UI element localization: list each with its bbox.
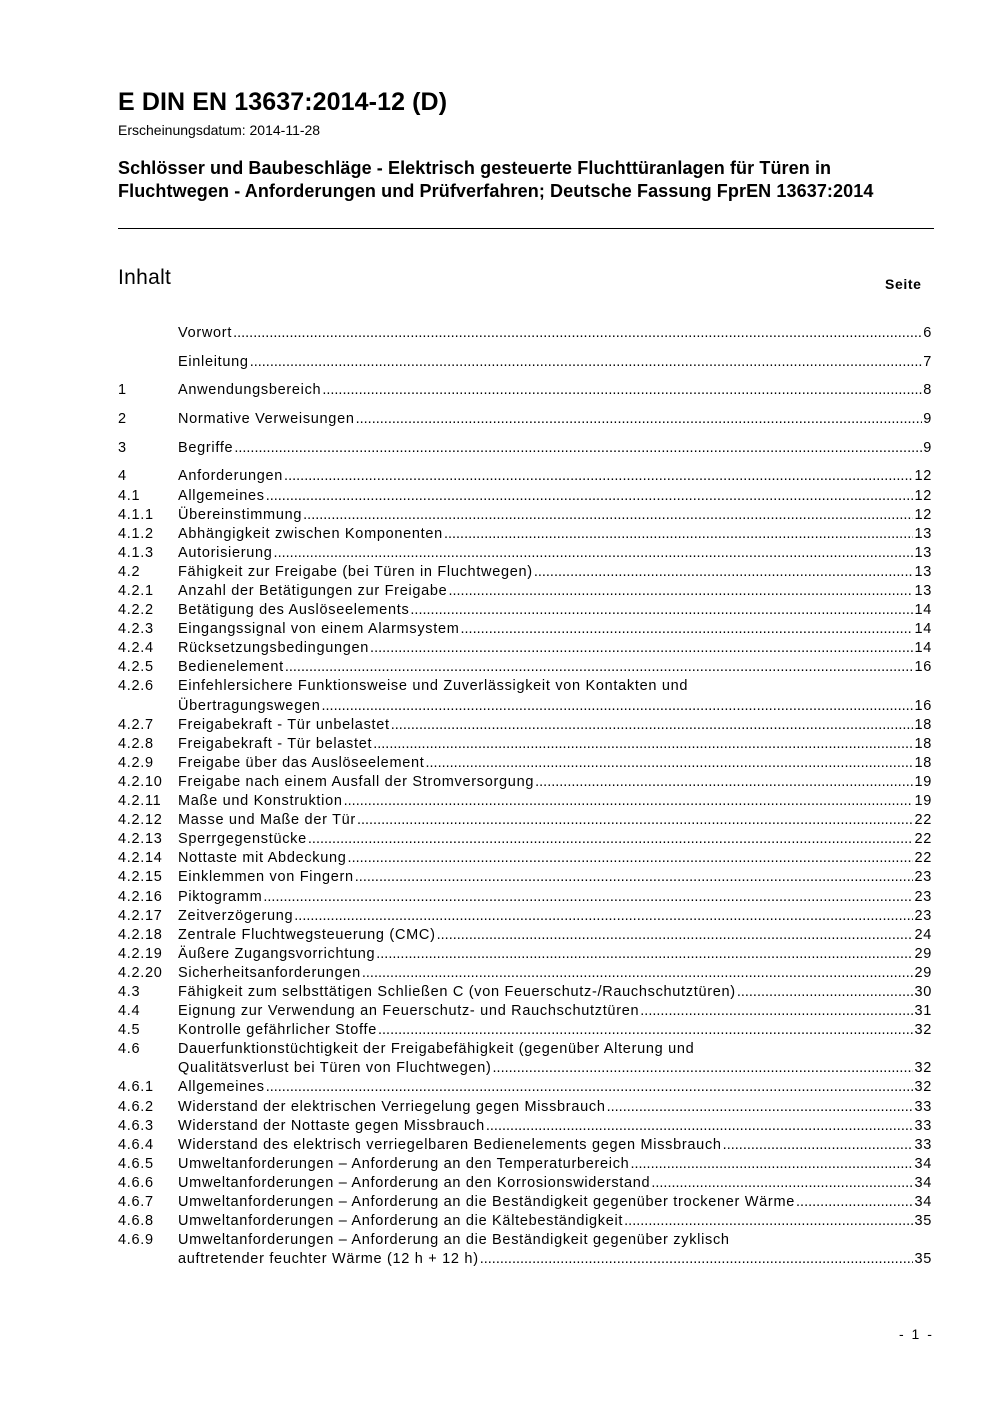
toc-entry[interactable] [118, 1021, 932, 1040]
toc-entry-number: 4.4 [118, 1003, 141, 1020]
toc-entry-title: Freigabekraft - Tür unbelastet [178, 716, 390, 733]
toc-entry-page: 24 [914, 926, 932, 943]
toc-entry-page: 34 [914, 1174, 932, 1191]
toc-entry[interactable] [118, 658, 932, 677]
toc-entry-page: 29 [914, 964, 932, 981]
toc-dot-leader [322, 381, 922, 400]
toc-dot-leader [370, 639, 913, 658]
toc-entry-title: Umweltanforderungen – Anforderung an die Beständigkeit gegenüber zyklisch [178, 1232, 730, 1249]
toc-entry-number: 3 [118, 439, 127, 456]
toc-entry-title: Masse und Maße der Tür [178, 812, 356, 829]
toc-entry[interactable] [118, 563, 932, 582]
toc-entry-number: 4.2 [118, 563, 141, 580]
toc-entry[interactable] [118, 926, 932, 945]
toc-entry-page: 13 [914, 525, 932, 542]
table-of-contents [118, 324, 932, 1269]
toc-entry[interactable] [118, 907, 932, 926]
toc-entry-page: 18 [914, 735, 932, 752]
toc-entry-number: 4.2.6 [118, 678, 154, 695]
toc-dot-leader [444, 525, 914, 544]
toc-entry-page: 35 [914, 1251, 932, 1268]
toc-entry-number: 4.6.2 [118, 1098, 154, 1115]
toc-entry-title: Anwendungsbereich [178, 382, 322, 399]
toc-entry-page: 16 [914, 659, 932, 676]
toc-dot-leader [303, 506, 913, 525]
toc-entry-title: Äußere Zugangsvorrichtung [178, 945, 376, 962]
toc-entry-page: 23 [914, 869, 932, 886]
toc-entry-page: 12 [914, 487, 932, 504]
title-divider [118, 228, 934, 229]
toc-entry-title: Einklemmen von Fingern [178, 869, 354, 886]
toc-entry-title: Allgemeines [178, 1079, 265, 1096]
toc-entry-title: Zeitverzögerung [178, 907, 294, 924]
toc-entry-title: Kontrolle gefährlicher Stoffe [178, 1022, 377, 1039]
toc-entry[interactable] [118, 620, 932, 639]
toc-dot-leader [493, 1059, 914, 1078]
toc-dot-leader [362, 964, 914, 983]
toc-entry-title: Fähigkeit zum selbsttätigen Schließen C (von Feuerschutz-/Rauchschutztüren) [178, 983, 736, 1000]
toc-entry-number: 4.2.12 [118, 812, 163, 829]
toc-entry-number: 4.6.8 [118, 1213, 154, 1230]
toc-entry-title: Abhängigkeit zwischen Komponenten [178, 525, 443, 542]
toc-entry-title: Umweltanforderungen – Anforderung an den Korrosionswiderstand [178, 1174, 651, 1191]
toc-entry-number: 4.2.14 [118, 850, 163, 867]
toc-dot-leader [410, 601, 913, 620]
toc-entry-number: 4.6.1 [118, 1079, 154, 1096]
toc-entry-number: 1 [118, 382, 127, 399]
toc-entry-page: 30 [914, 983, 932, 1000]
toc-entry-title: Übertragungswegen [178, 697, 321, 714]
toc-entry-title: Eignung zur Verwendung an Feuerschutz- und Rauchschutztüren [178, 1003, 640, 1020]
toc-entry-number: 4.2.20 [118, 964, 163, 981]
toc-entry-title: Qualitätsverlust bei Türen von Fluchtwegen) [178, 1060, 492, 1077]
toc-entry-title: Eingangssignal von einem Alarmsystem [178, 621, 460, 638]
toc-entry-title: Allgemeines [178, 487, 265, 504]
toc-dot-leader [356, 410, 923, 429]
toc-entry[interactable] [118, 582, 932, 601]
toc-dot-leader [630, 1155, 913, 1174]
toc-entry-page: 13 [914, 563, 932, 580]
toc-entry-page: 14 [914, 640, 932, 657]
toc-entry-page: 31 [914, 1003, 932, 1020]
toc-dot-leader [355, 868, 914, 887]
toc-entry[interactable] [118, 439, 932, 458]
toc-entry-title: Freigabe über das Auslöseelement [178, 754, 425, 771]
toc-entry-number: 4.2.7 [118, 716, 154, 733]
toc-entry-page: 18 [914, 754, 932, 771]
toc-entry-number: 4.1.2 [118, 525, 154, 542]
toc-entry-title: Widerstand der Nottaste gegen Missbrauch [178, 1117, 485, 1134]
toc-entry[interactable] [118, 677, 932, 715]
toc-entry-number: 4.2.19 [118, 945, 163, 962]
toc-dot-leader [234, 439, 922, 458]
toc-dot-leader [376, 945, 913, 964]
toc-entry-page: 32 [914, 1079, 932, 1096]
toc-dot-leader [357, 811, 914, 830]
toc-entry-number: 4.2.18 [118, 926, 163, 943]
toc-dot-leader [250, 353, 923, 372]
document-subject: Schlösser und Baubeschläge - Elektrisch gesteuerte Fluchttüranlagen für Türen in Fluchtwegen - Anforderungen und Prüfverfahren; Deutsche Fassung FprEN 13637:2014 [118, 158, 874, 201]
toc-dot-leader [285, 658, 914, 677]
toc-entry-title: Betätigung des Auslöseelements [178, 602, 410, 619]
toc-entry-title: Sicherheitsanforderungen [178, 964, 361, 981]
toc-entry[interactable] [118, 506, 932, 525]
toc-entry-number: 4.2.1 [118, 583, 154, 599]
toc-entry-page: 34 [914, 1194, 932, 1210]
toc-entry-page: 32 [914, 1022, 932, 1039]
toc-entry[interactable] [118, 849, 932, 868]
toc-entry-page: 13 [914, 544, 932, 561]
toc-dot-leader [266, 487, 914, 506]
toc-entry[interactable] [118, 544, 932, 563]
toc-dot-leader [737, 983, 914, 1002]
document-title: E DIN EN 13637:2014-12 (D) [118, 88, 448, 116]
toc-entry-number: 4.6.7 [118, 1194, 154, 1210]
toc-entry[interactable] [118, 1212, 932, 1231]
toc-entry[interactable] [118, 945, 932, 964]
toc-entry-number: 4.6.4 [118, 1136, 154, 1153]
toc-entry-title: Zentrale Fluchtwegsteuerung (CMC) [178, 926, 436, 943]
toc-entry[interactable] [118, 1078, 932, 1097]
toc-entry-number: 4.2.9 [118, 754, 154, 771]
toc-entry[interactable] [118, 467, 932, 486]
toc-entry-title: Bedienelement [178, 659, 284, 676]
toc-dot-leader [624, 1212, 913, 1231]
toc-entry-page: 14 [914, 621, 932, 638]
toc-entry[interactable] [118, 1117, 932, 1136]
page-number-footer: - 1 - [899, 1326, 934, 1342]
toc-entry[interactable] [118, 811, 932, 830]
toc-dot-leader [535, 773, 913, 792]
toc-entry-page: 9 [923, 439, 932, 456]
toc-entry[interactable] [118, 754, 932, 773]
toc-entry[interactable] [118, 1136, 932, 1155]
toc-entry-page: 19 [914, 793, 932, 810]
toc-entry-page: 33 [914, 1136, 932, 1153]
toc-entry-number: 4.2.13 [118, 831, 163, 848]
toc-entry[interactable] [118, 716, 932, 735]
toc-entry[interactable] [118, 525, 932, 544]
toc-entry-number: 2 [118, 411, 127, 428]
toc-entry-number: 4.2.10 [118, 773, 163, 790]
toc-dot-leader [723, 1136, 914, 1155]
toc-dot-leader [640, 1002, 913, 1021]
toc-entry-title: Widerstand der elektrischen Verriegelung gegen Missbrauch [178, 1098, 606, 1115]
toc-heading: Inhalt [118, 266, 172, 289]
toc-entry[interactable] [118, 324, 932, 343]
toc-entry-page: 34 [914, 1155, 932, 1172]
toc-entry-page: 18 [914, 716, 932, 733]
toc-entry-number: 4.6.6 [118, 1174, 154, 1191]
toc-dot-leader [263, 888, 913, 907]
toc-entry-title: Anforderungen [178, 468, 284, 485]
toc-entry-title: Freigabekraft - Tür belastet [178, 735, 373, 752]
toc-entry-title: Umweltanforderungen – Anforderung an die Beständigkeit gegenüber trockener Wärme [178, 1194, 796, 1210]
toc-entry[interactable] [118, 983, 932, 1002]
toc-entry[interactable] [118, 1002, 932, 1021]
toc-entry-title: Begriffe [178, 439, 234, 456]
toc-entry[interactable] [118, 639, 932, 658]
toc-entry[interactable] [118, 487, 932, 506]
toc-dot-leader [373, 735, 913, 754]
toc-entry-title: Umweltanforderungen – Anforderung an den Temperaturbereich [178, 1155, 630, 1172]
toc-dot-leader [348, 849, 914, 868]
toc-entry-title: Piktogramm [178, 888, 263, 905]
toc-dot-leader [391, 716, 914, 735]
toc-dot-leader [294, 907, 913, 926]
toc-entry-title: auftretender feuchter Wärme (12 h + 12 h) [178, 1251, 479, 1268]
toc-entry-page: 33 [914, 1098, 932, 1115]
toc-entry-page: 29 [914, 945, 932, 962]
toc-entry-number: 4.6.3 [118, 1117, 154, 1134]
toc-entry[interactable] [118, 964, 932, 983]
toc-entry-page: 19 [914, 773, 932, 790]
toc-entry-page: 33 [914, 1117, 932, 1134]
toc-dot-leader [796, 1193, 913, 1212]
toc-dot-leader [534, 563, 914, 582]
toc-entry-title: Sperrgegenstücke [178, 831, 307, 848]
toc-entry[interactable] [118, 381, 932, 400]
toc-entry-page: 7 [923, 353, 932, 370]
toc-entry-page: 12 [914, 468, 932, 485]
toc-entry[interactable] [118, 601, 932, 620]
toc-dot-leader [425, 754, 913, 773]
toc-entry-page: 14 [914, 602, 932, 619]
toc-dot-leader [274, 544, 914, 563]
toc-entry[interactable] [118, 1231, 932, 1269]
toc-entry[interactable] [118, 830, 932, 849]
toc-entry[interactable] [118, 888, 932, 907]
toc-entry-page: 12 [914, 506, 932, 523]
toc-entry-title: Maße und Konstruktion [178, 793, 343, 810]
toc-entry-title: Fähigkeit zur Freigabe (bei Türen in Fluchtwegen) [178, 563, 533, 580]
toc-entry-number: 4.2.8 [118, 735, 154, 752]
toc-entry-title: Anzahl der Betätigungen zur Freigabe [178, 583, 448, 599]
toc-entry-number: 4.6.5 [118, 1155, 154, 1172]
toc-entry-title: Rücksetzungsbedingungen [178, 640, 370, 657]
toc-entry-title: Nottaste mit Abdeckung [178, 850, 347, 867]
toc-entry[interactable] [118, 1193, 932, 1212]
toc-entry-page: 9 [923, 411, 932, 428]
toc-entry[interactable] [118, 735, 932, 754]
toc-entry-number: 4.2.15 [118, 869, 163, 886]
toc-entry[interactable] [118, 1155, 932, 1174]
toc-entry-title: Widerstand des elektrisch verriegelbaren Bedienelements gegen Missbrauch [178, 1136, 722, 1153]
toc-entry-page: 16 [914, 697, 932, 714]
toc-entry[interactable] [118, 1174, 932, 1193]
toc-entry-title: Dauerfunktionstüchtigkeit der Freigabefähigkeit (gegenüber Alterung und [178, 1041, 695, 1058]
toc-entry-page: 32 [914, 1060, 932, 1077]
toc-dot-leader [448, 582, 913, 601]
toc-dot-leader [284, 467, 913, 486]
toc-entry[interactable] [118, 1098, 932, 1117]
toc-entry-title: Einfehlersichere Funktionsweise und Zuverlässigkeit von Kontakten und [178, 678, 689, 695]
toc-dot-leader [344, 792, 914, 811]
toc-entry-page: 35 [914, 1213, 932, 1230]
toc-entry-page: 6 [923, 325, 932, 341]
toc-entry-title: Normative Verweisungen [178, 411, 355, 428]
toc-entry-number: 4.2.11 [118, 793, 162, 810]
toc-entry-title: Freigabe nach einem Ausfall der Stromversorgung [178, 773, 535, 790]
toc-entry-number: 4.2.5 [118, 659, 154, 676]
toc-entry-title: Vorwort [178, 325, 233, 341]
toc-entry-number: 4.6.9 [118, 1232, 154, 1249]
toc-entry-page: 23 [914, 888, 932, 905]
toc-entry-title: Übereinstimmung [178, 506, 303, 523]
toc-dot-leader [607, 1098, 914, 1117]
toc-entry-number: 4.2.2 [118, 602, 154, 619]
toc-entry-page: 22 [914, 831, 932, 848]
toc-entry[interactable] [118, 353, 932, 372]
toc-entry-number: 4.1 [118, 487, 141, 504]
toc-entry[interactable] [118, 410, 932, 429]
toc-dot-leader [322, 697, 914, 716]
toc-entry-page: 23 [914, 907, 932, 924]
toc-entry-page: 8 [923, 382, 932, 399]
toc-entry-page: 22 [914, 850, 932, 867]
toc-entry-title: Einleitung [178, 353, 249, 370]
toc-dot-leader [461, 620, 914, 639]
toc-dot-leader [486, 1117, 914, 1136]
toc-entry-page: 22 [914, 812, 932, 829]
toc-entry[interactable] [118, 1040, 932, 1078]
toc-entry-number: 4.2.3 [118, 621, 154, 638]
toc-dot-leader [651, 1174, 913, 1193]
toc-dot-leader [233, 324, 922, 343]
toc-entry-page: 13 [914, 583, 932, 599]
toc-entry-title: Autorisierung [178, 544, 273, 561]
toc-entry-number: 4.1.1 [118, 506, 154, 523]
toc-entry-number: 4.2.16 [118, 888, 163, 905]
toc-dot-leader [266, 1078, 914, 1097]
toc-dot-leader [480, 1250, 914, 1269]
toc-entry-number: 4 [118, 468, 127, 485]
page-column-label: Seite [885, 276, 922, 292]
toc-entry-number: 4.2.4 [118, 640, 154, 657]
toc-entry[interactable] [118, 792, 932, 811]
toc-entry-title: Umweltanforderungen – Anforderung an die Kältebeständigkeit [178, 1213, 624, 1230]
toc-entry-number: 4.3 [118, 983, 141, 1000]
toc-entry-number: 4.5 [118, 1022, 141, 1039]
toc-entry-number: 4.6 [118, 1041, 141, 1058]
toc-entry[interactable] [118, 773, 932, 792]
toc-entry-number: 4.2.17 [118, 907, 163, 924]
toc-dot-leader [437, 926, 914, 945]
toc-entry[interactable] [118, 868, 932, 887]
toc-dot-leader [378, 1021, 913, 1040]
publication-date: Erscheinungsdatum: 2014-11-28 [118, 122, 321, 138]
toc-dot-leader [308, 830, 914, 849]
toc-entry-number: 4.1.3 [118, 544, 154, 561]
